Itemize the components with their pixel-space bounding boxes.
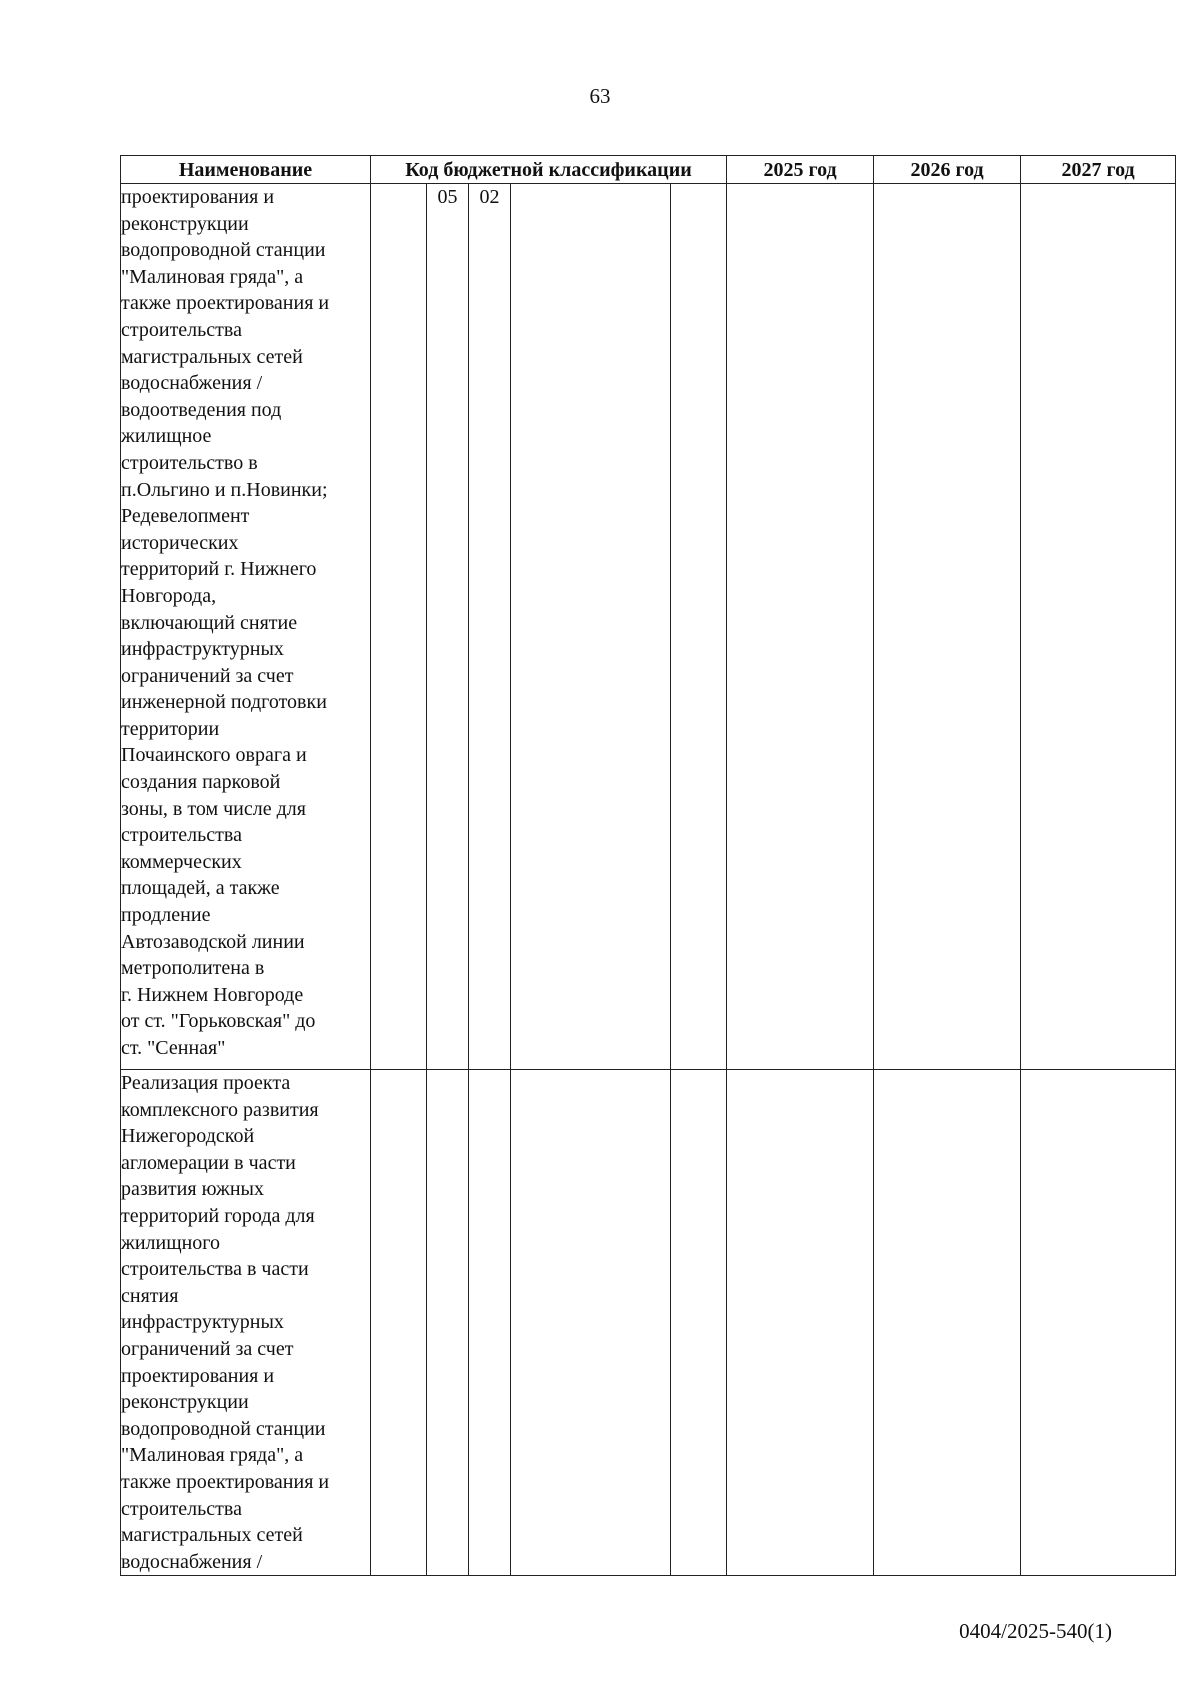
code-cell-expense-type [671, 184, 727, 1070]
page-number: 63 [589, 84, 611, 108]
code-cell-subsection: 02 [469, 184, 511, 1070]
header-2025: 2025 год [727, 156, 874, 184]
code-cell-1 [371, 1070, 427, 1576]
code-cell-section [427, 1070, 469, 1576]
value-2027 [1021, 184, 1176, 1070]
header-2026: 2026 год [874, 156, 1021, 184]
row-name-cell: проектирования и реконструкции водопроводной станции "Малиновая гряда", а также проектирования и строительства магистральных сетей водоснабжения / водоотведения под жилищное строительство в п.Ольгино и п.Новинки; Редевелопмент исторических территорий г. Нижнего Новгорода, включающий снятие инфраструктурных ограничений за счет инженерной подготовки территории Почаинского оврага и создания парковой зоны, в том числе для строительства коммерческих площадей, а также продление Автозаводской линии метрополитена в г. Нижнем Новгороде от ст. "Горьковская" до ст. "Сенная" [121, 184, 371, 1070]
code-cell-target [511, 184, 671, 1070]
code-cell-1 [371, 184, 427, 1070]
header-name: Наименование [121, 156, 371, 184]
value-2026 [874, 184, 1021, 1070]
code-cell-expense-type [671, 1070, 727, 1576]
code-cell-subsection [469, 1070, 511, 1576]
table-header-row [121, 156, 1176, 184]
row-name-cell: Реализация проекта комплексного развития Нижегородской агломерации в части развития южных территорий города для жилищного строительства в части снятия инфраструктурных ограничений за счет проектирования и реконструкции водопроводной станции "Малиновая гряда", а также проектирования и строительства магистральных сетей водоснабжения / [121, 1070, 371, 1576]
table-row [121, 184, 1176, 1070]
table-row [121, 1070, 1176, 1576]
code-cell-target [511, 1070, 671, 1576]
document-code: 0404/2025-540(1) [959, 1619, 1112, 1643]
header-2027: 2027 год [1021, 156, 1176, 184]
value-2027 [1021, 1070, 1176, 1576]
header-budget-code: Код бюджетной классификации [371, 156, 727, 184]
value-2025 [727, 184, 874, 1070]
value-2026 [874, 1070, 1021, 1576]
code-cell-section: 05 [427, 184, 469, 1070]
budget-table [120, 155, 1176, 1576]
value-2025 [727, 1070, 874, 1576]
